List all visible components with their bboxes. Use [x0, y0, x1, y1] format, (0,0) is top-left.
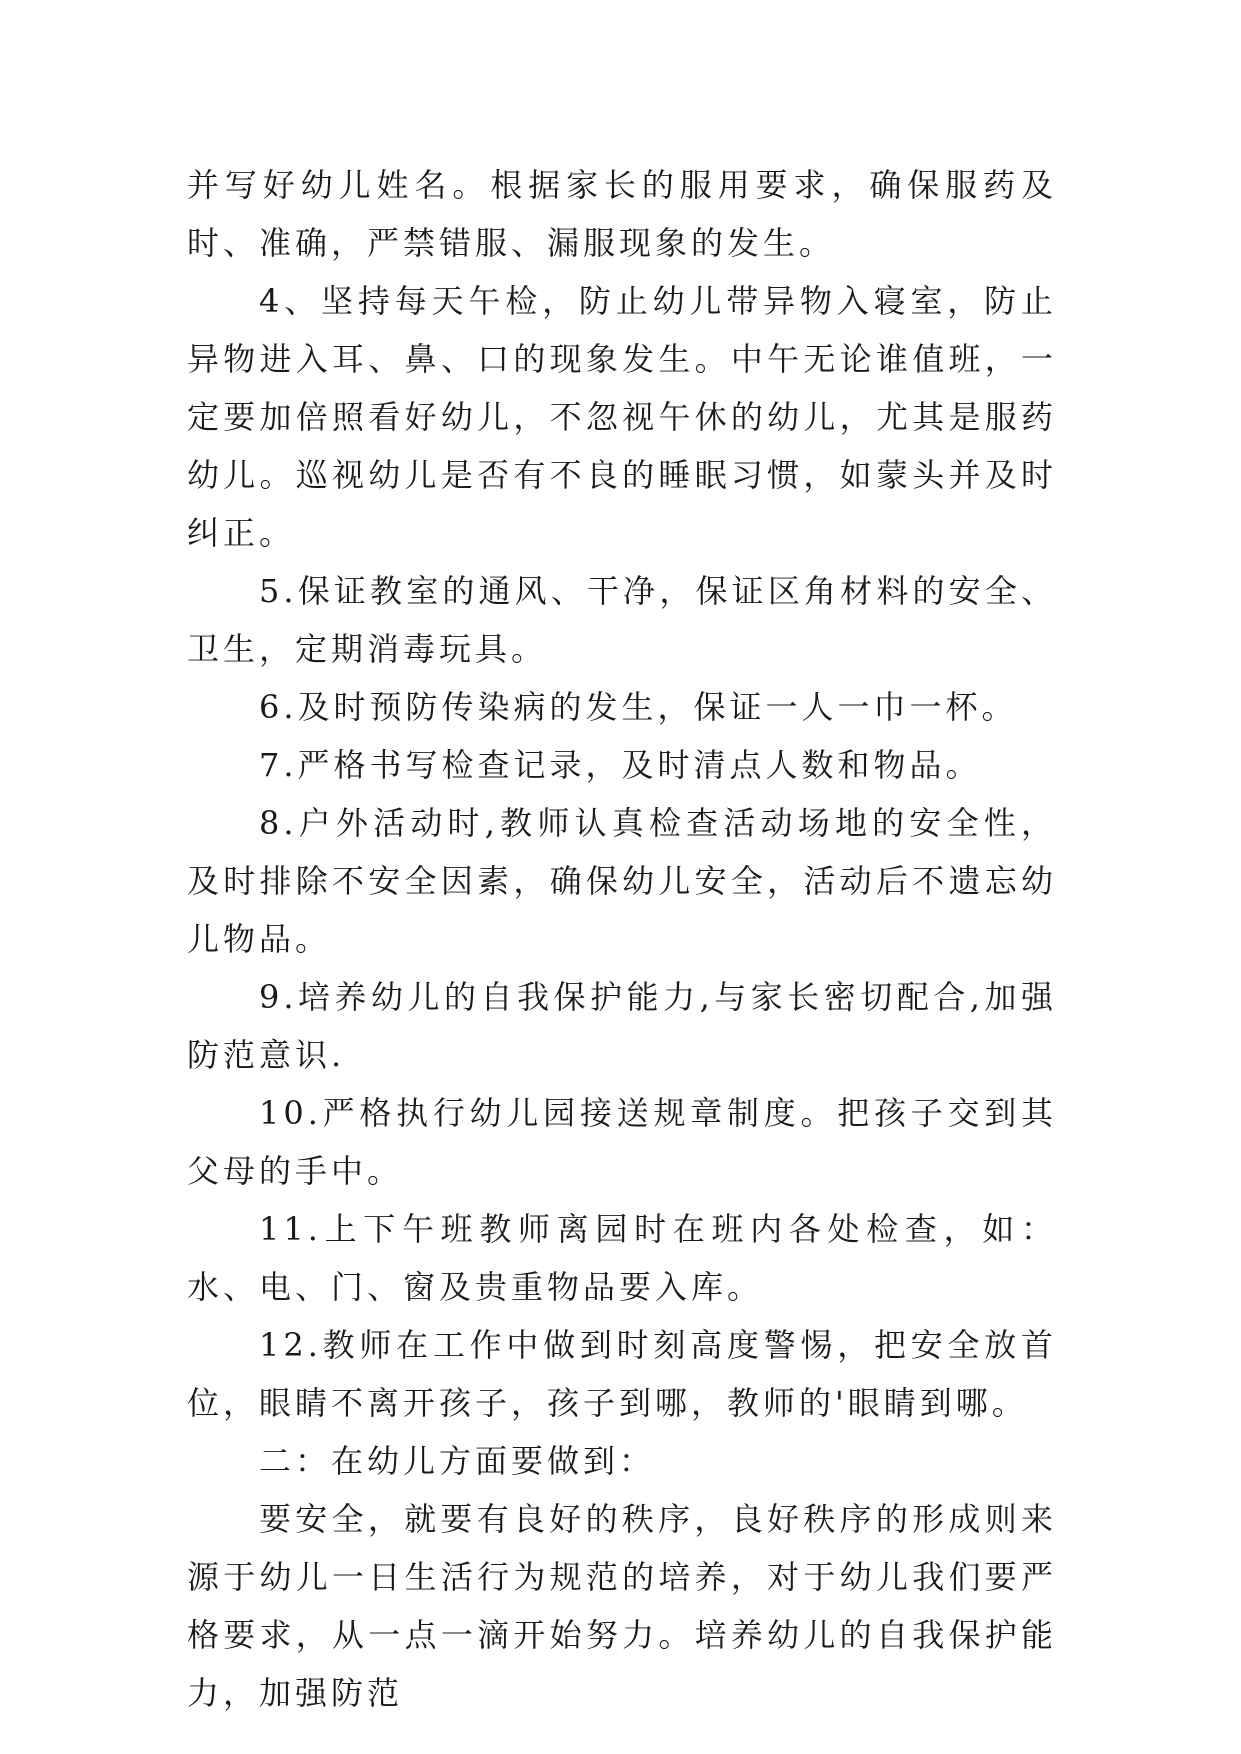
paragraph-item-6: 6.及时预防传染病的发生，保证一人一巾一杯。 [259, 688, 1018, 726]
paragraph-item-9: 9.培养幼儿的自我保护能力,与家长密切配合,加强防范意识. [187, 978, 1057, 1074]
paragraph-continuation: 并写好幼儿姓名。根据家长的服用要求，确保服药及时、准确，严禁错服、漏服现象的发生。 [187, 166, 1057, 262]
paragraph-child-safety: 要安全，就要有良好的秩序，良好秩序的形成则来源于幼儿一日生活行为规范的培养，对于幼儿我们要严格要求，从一点一滴开始努力。培养幼儿的自我保护能力，加强防范 [187, 1500, 1057, 1712]
document-body [187, 156, 1057, 1722]
paragraph-item-7: 7.严格书写检查记录，及时清点人数和物品。 [259, 746, 982, 784]
paragraph-item-12: 12.教师在工作中做到时刻高度警惕，把安全放首位，眼睛不离开孩子，孩子到哪，教师的'眼睛到哪。 [187, 1326, 1057, 1422]
paragraph-item-10: 10.严格执行幼儿园接送规章制度。把孩子交到其父母的手中。 [187, 1094, 1057, 1190]
paragraph-item-11: 11.上下午班教师离园时在班内各处检查，如：水、电、门、窗及贵重物品要入库。 [187, 1210, 1057, 1306]
section-heading-child-aspect: 二：在幼儿方面要做到： [259, 1442, 656, 1480]
paragraph-item-4: 4、坚持每天午检，防止幼儿带异物入寝室，防止异物进入耳、鼻、口的现象发生。中午无论谁值班，一定要加倍照看好幼儿，不忽视午休的幼儿，尤其是服药幼儿。巡视幼儿是否有不良的睡眠习惯，如蒙头并及时纠正。 [187, 282, 1057, 552]
paragraph-item-5: 5.保证教室的通风、干净，保证区角材料的安全、卫生，定期消毒玩具。 [187, 572, 1057, 668]
paragraph-item-8: 8.户外活动时,教师认真检查活动场地的安全性，及时排除不安全因素，确保幼儿安全，活动后不遗忘幼儿物品。 [187, 804, 1057, 958]
